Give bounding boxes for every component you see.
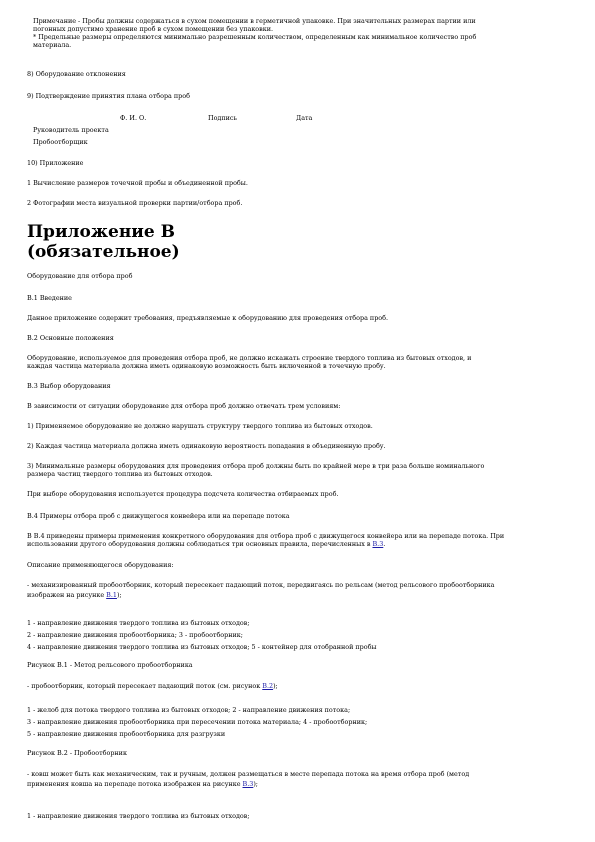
ref-link-fig-b2[interactable]: В.2	[262, 682, 274, 690]
appendix-item-1: 1 Вычисление размеров точечной пробы и объединенной пробы.	[27, 179, 248, 187]
appendix-item-2: 2 Фотографии места визуальной проверки партии/отбора проб.	[27, 199, 243, 207]
section-text: Данное приложение содержит требования, предъявляемые к оборудованию для проведения отбора проб.	[27, 314, 389, 322]
appendix-heading: Приложение В	[27, 222, 176, 242]
note-line: погонных допустимо хранение проб в сухом помещении без упаковки.	[33, 25, 274, 33]
note-line: материала.	[33, 41, 72, 49]
figure-legend: 1 - направление движения твердого топлива из бытовых отходов;	[27, 812, 250, 820]
item-10: 10) Приложение	[27, 159, 84, 167]
section-text: При выборе оборудования используется процедура подсчета количества отбираемых проб.	[27, 490, 339, 498]
section-title: В.1 Введение	[27, 294, 72, 302]
ref-link-b3[interactable]: В.3	[372, 540, 384, 548]
equipment-rail: - механизированный пробоотборник, который пересекает падающий поток, передвигаясь по рельсам (метод рельсового пробоотборника	[27, 581, 495, 589]
figure-caption: Рисунок В.2 - Пробоотборник	[27, 749, 127, 757]
sig-row-sampler: Пробоотборщик	[33, 138, 88, 146]
note-line: Примечание - Пробы должны содержаться в сухом помещении в герметичной упаковке. При значительных размерах партии или	[33, 17, 476, 25]
condition-item: 1) Применяемое оборудование не должно нарушать структуру твердого топлива из бытовых отходов.	[27, 422, 373, 430]
sig-row-manager: Руководитель проекта	[33, 126, 109, 134]
section-text: В В.4 приведены примеры применения конкретного оборудования для отбора проб с движущегося конвейера или на перепаде потока. При	[27, 532, 505, 540]
equipment-bucket: применения ковша на перепаде потока изображен на рисунке В.3);	[27, 780, 258, 788]
item-8: 8) Оборудование отклонения	[27, 70, 126, 78]
section-text: Оборудование, используемое для проведения отбора проб, не должно искажать строение твердого топлива из бытовых отходов, и	[27, 354, 472, 362]
condition-item: 2) Каждая частица материала должна иметь одинаковую вероятность попадания в объединенную пробу.	[27, 442, 386, 450]
item-9: 9) Подтверждение принятия плана отбора проб	[27, 92, 190, 100]
equipment-rail: изображен на рисунке В.1);	[27, 591, 122, 599]
appendix-subtitle: Оборудование для отбора проб	[27, 272, 133, 280]
appendix-heading-type: (обязательное)	[27, 242, 180, 262]
condition-item: 3) Минимальные размеры оборудования для проведения отбора проб должны быть по крайней мере в три раза больше номинального	[27, 462, 485, 470]
figure-caption: Рисунок В.1 - Метод рельсового пробоотборника	[27, 661, 193, 669]
note-line: * Предельные размеры определяются минимально разрешенным количеством, определенным как минимальное количество проб	[33, 33, 477, 41]
equipment-cross: - пробоотборник, который пересекает падающий поток (см. рисунок В.2);	[27, 682, 278, 690]
figure-legend: 2 - направление движения пробоотборника; 3 - пробоотборник;	[27, 631, 243, 639]
ref-link-fig-b1[interactable]: В.1	[106, 591, 117, 599]
figure-legend: 5 - направление движения пробоотборника для разгрузки	[27, 730, 226, 738]
sig-col-sign: Подпись	[208, 114, 237, 122]
section-title: В.4 Примеры отбора проб с движущегося конвейера или на перепаде потока	[27, 512, 290, 520]
section-text: В зависимости от ситуации оборудование для отбора проб должно отвечать трем условиям:	[27, 402, 341, 410]
section-text: Описание применяющегося оборудования:	[27, 561, 174, 569]
section-text: использовании другого оборудования должны соблюдаться три основных правила, перечисленных в В.3.	[27, 540, 386, 548]
sig-col-fio: Ф. И. О.	[120, 114, 147, 122]
figure-legend: 4 - направление движения твердого топлива из бытовых отходов; 5 - контейнер для отобранной пробы	[27, 643, 377, 651]
ref-link-fig-b3[interactable]: В.3	[242, 780, 254, 788]
figure-legend: 1 - желоб для потока твердого топлива из бытовых отходов; 2 - направление движения потока;	[27, 706, 351, 714]
section-text: каждая частица материала должна иметь одинаковую возможность быть включенной в точечную пробу.	[27, 362, 386, 370]
sig-col-date: Дата	[296, 114, 313, 122]
figure-legend: 3 - направление движения пробоотборника при пересечении потока материала; 4 - пробоотборник;	[27, 718, 368, 726]
section-title: В.2 Основные положения	[27, 334, 114, 342]
section-title: В.3 Выбор оборудования	[27, 382, 111, 390]
equipment-bucket: - ковш может быть как механическим, так и ручным, должен размещаться в месте перепада потока на время отбора проб (метод	[27, 770, 470, 778]
figure-legend: 1 - направление движения твердого топлива из бытовых отходов;	[27, 619, 250, 627]
condition-item: размера частиц твердого топлива из бытовых отходов.	[27, 470, 213, 478]
